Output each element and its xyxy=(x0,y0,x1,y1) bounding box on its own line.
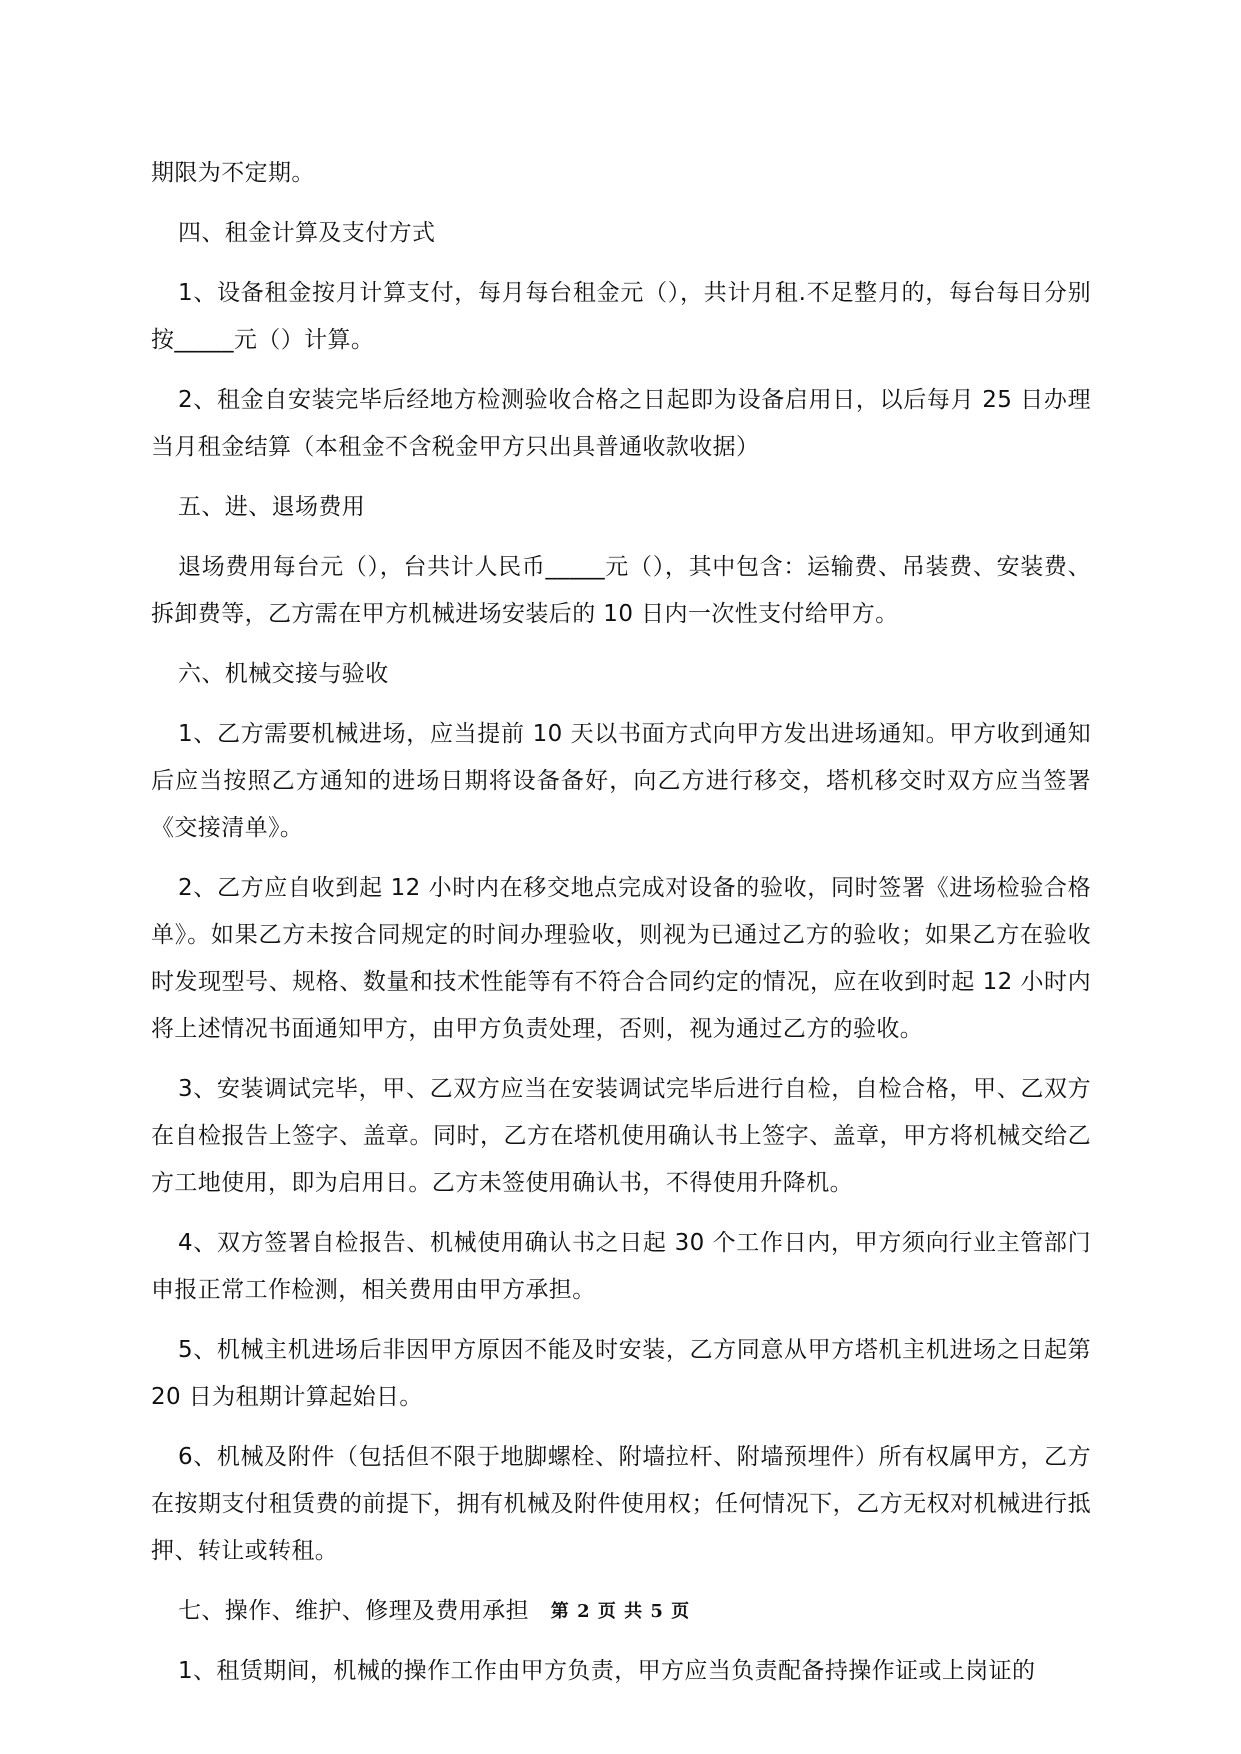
page-footer: 第 2 页 共 5 页 xyxy=(550,1601,691,1622)
paragraph: 4、双方签署自检报告、机械使用确认书之日起 30 个工作日内，甲方须向行业主管部门申报正常工作检测，相关费用由甲方承担。 xyxy=(151,1230,1091,1303)
paragraph: 5、机械主机进场后非因甲方原因不能及时安装，乙方同意从甲方塔机主机进场之日起第 20 日为租期计算起始日。 xyxy=(151,1337,1099,1410)
paragraph: 1、设备租金按月计算支付，每月每台租金元（），共计月租.不足整月的，每台每日分别按_____元（）计算。 xyxy=(151,280,1091,353)
paragraph: 退场费用每台元（），台共计人民币_____元（），其中包含：运输费、吊装费、安装费、拆卸费等，乙方需在甲方机械进场安装后的 10 日内一次性支付给甲方。 xyxy=(151,554,1091,627)
paragraph: 3、安装调试完毕，甲、乙双方应当在安装调试完毕后进行自检，自检合格，甲、乙双方在自检报告上签字、盖章。同时，乙方在塔机使用确认书上签字、盖章，甲方将机械交给乙方工地使用，即为启用日。乙方未签使用确认书，不得使用升降机。 xyxy=(151,1076,1091,1196)
paragraph: 6、机械及附件（包括但不限于地脚螺栓、附墙拉杆、附墙预埋件）所有权属甲方，乙方在按期支付租赁费的前提下，拥有机械及附件使用权；任何情况下，乙方无权对机械进行抵押、转让或转租。 xyxy=(151,1444,1091,1564)
paragraph: 七、操作、维护、修理及费用承担 xyxy=(178,1598,529,1624)
paragraph: 2、乙方应自收到起 12 小时内在移交地点完成对设备的验收，同时签署《进场检验合格单》。如果乙方未按合同规定的时间办理验收，则视为已通过乙方的验收；如果乙方在验收时发现型号、规格、数量和技术性能等有不符合合同约定的情况，应在收到时起 12 小时内将上述情况书面通知甲方，由甲方负责处理，否则，视为通过乙方的验收。 xyxy=(151,875,1091,1042)
paragraph: 1、乙方需要机械进场，应当提前 10 天以书面方式向甲方发出进场通知。甲方收到通知后应当按照乙方通知的进场日期将设备备好，向乙方进行移交，塔机移交时双方应当签署《交接清单》。 xyxy=(151,721,1091,841)
paragraph: 五、进、退场费用 xyxy=(178,494,366,520)
paragraph: 2、租金自安装完毕后经地方检测验收合格之日起即为设备启用日，以后每月 25 日办理当月租金结算（本租金不含税金甲方只出具普通收款收据） xyxy=(151,387,1091,460)
paragraph: 四、租金计算及支付方式 xyxy=(178,220,436,246)
document-body xyxy=(151,150,1099,1708)
paragraph: 1、租赁期间，机械的操作工作由甲方负责，甲方应当负责配备持操作证或上岗证的 xyxy=(178,1658,1036,1684)
paragraph: 期限为不定期。 xyxy=(151,160,315,186)
paragraph: 六、机械交接与验收 xyxy=(178,661,389,687)
